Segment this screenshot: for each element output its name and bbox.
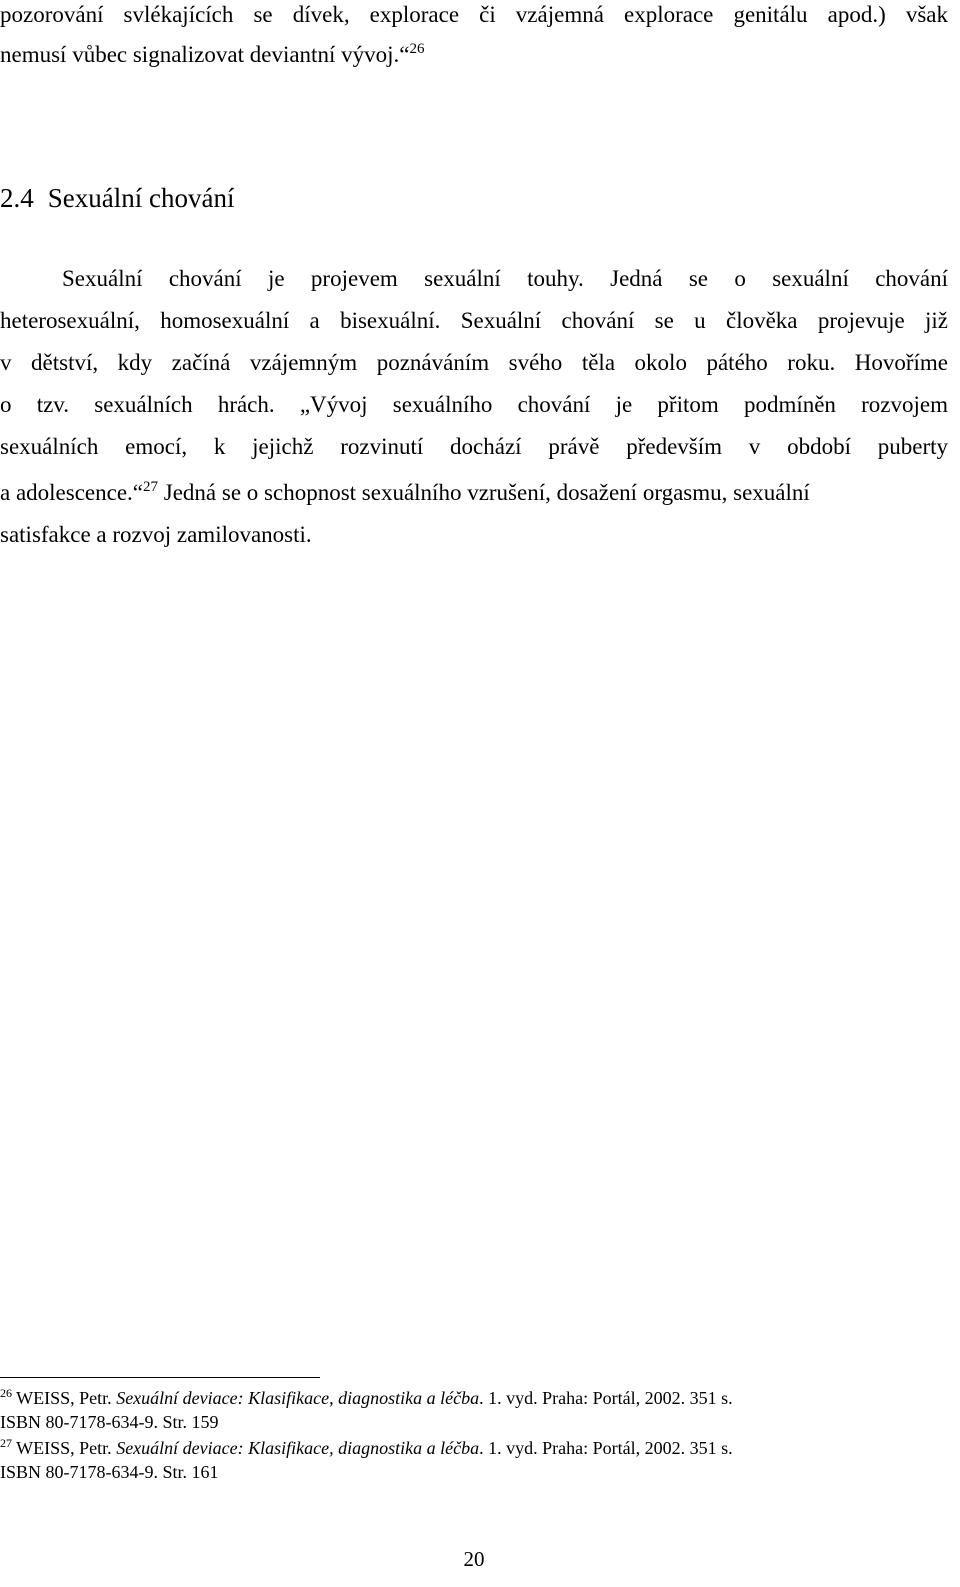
section-title: Sexuální chování: [47, 183, 235, 213]
paragraph-line: o tzv. sexuálních hrách. „Vývoj sexuálního chování je přitom podmíněn rozvojem: [0, 392, 948, 417]
footnote-author: WEISS, Petr.: [12, 1438, 117, 1458]
footnote-separator: [0, 1377, 320, 1378]
paragraph-text: nemusí vůbec signalizovat deviantní vývoj.“: [0, 42, 410, 67]
section-number: 2.4: [0, 183, 34, 213]
footnote-ref[interactable]: 27: [143, 479, 159, 495]
footnote-book-title: Sexuální deviace: Klasifikace, diagnostika a léčba: [116, 1438, 480, 1458]
paragraph-line: pozorování svlékajících se dívek, explorace či vzájemná explorace genitálu apod.) však: [0, 2, 948, 27]
paragraph-line: [0, 40, 948, 70]
footnote-publication: . 1. vyd. Praha: Portál, 2002. 351 s.: [479, 1438, 733, 1458]
paragraph-line: satisfakce a rozvoj zamilovanosti.: [0, 522, 312, 547]
paragraph-line: Sexuální chování je projevem sexuální touhy. Jedná se o sexuální chování: [62, 266, 948, 291]
footnote-line: [0, 1386, 948, 1410]
paragraph-line: heterosexuální, homosexuální a bisexuální. Sexuální chování se u člověka projevuje již: [0, 308, 948, 333]
section-heading: [0, 180, 234, 216]
paragraph-line: sexuálních emocí, k jejichž rozvinutí dochází právě především v období puberty: [0, 434, 948, 459]
footnote-line: [0, 1436, 948, 1460]
footnote-book-title: Sexuální deviace: Klasifikace, diagnostika a léčba: [116, 1388, 480, 1408]
footnote-ref[interactable]: 26: [409, 41, 425, 57]
paragraph-text: a adolescence.“: [0, 480, 144, 505]
footnote-number: 27: [0, 1436, 12, 1450]
footnote-line: ISBN 80-7178-634-9. Str. 161: [0, 1462, 219, 1482]
paragraph-text: Jedná se o schopnost sexuálního vzrušení, dosažení orgasmu, sexuální: [158, 480, 810, 505]
footnote-author: WEISS, Petr.: [12, 1388, 117, 1408]
footnote-line: ISBN 80-7178-634-9. Str. 159: [0, 1412, 219, 1432]
paragraph-line: v dětství, kdy začíná vzájemným poznáváním svého těla okolo pátého roku. Hovoříme: [0, 350, 948, 375]
footnote-number: 26: [0, 1386, 12, 1400]
paragraph-line: [0, 478, 948, 508]
page-number: 20: [463, 1547, 485, 1571]
footnote-publication: . 1. vyd. Praha: Portál, 2002. 351 s.: [479, 1388, 733, 1408]
